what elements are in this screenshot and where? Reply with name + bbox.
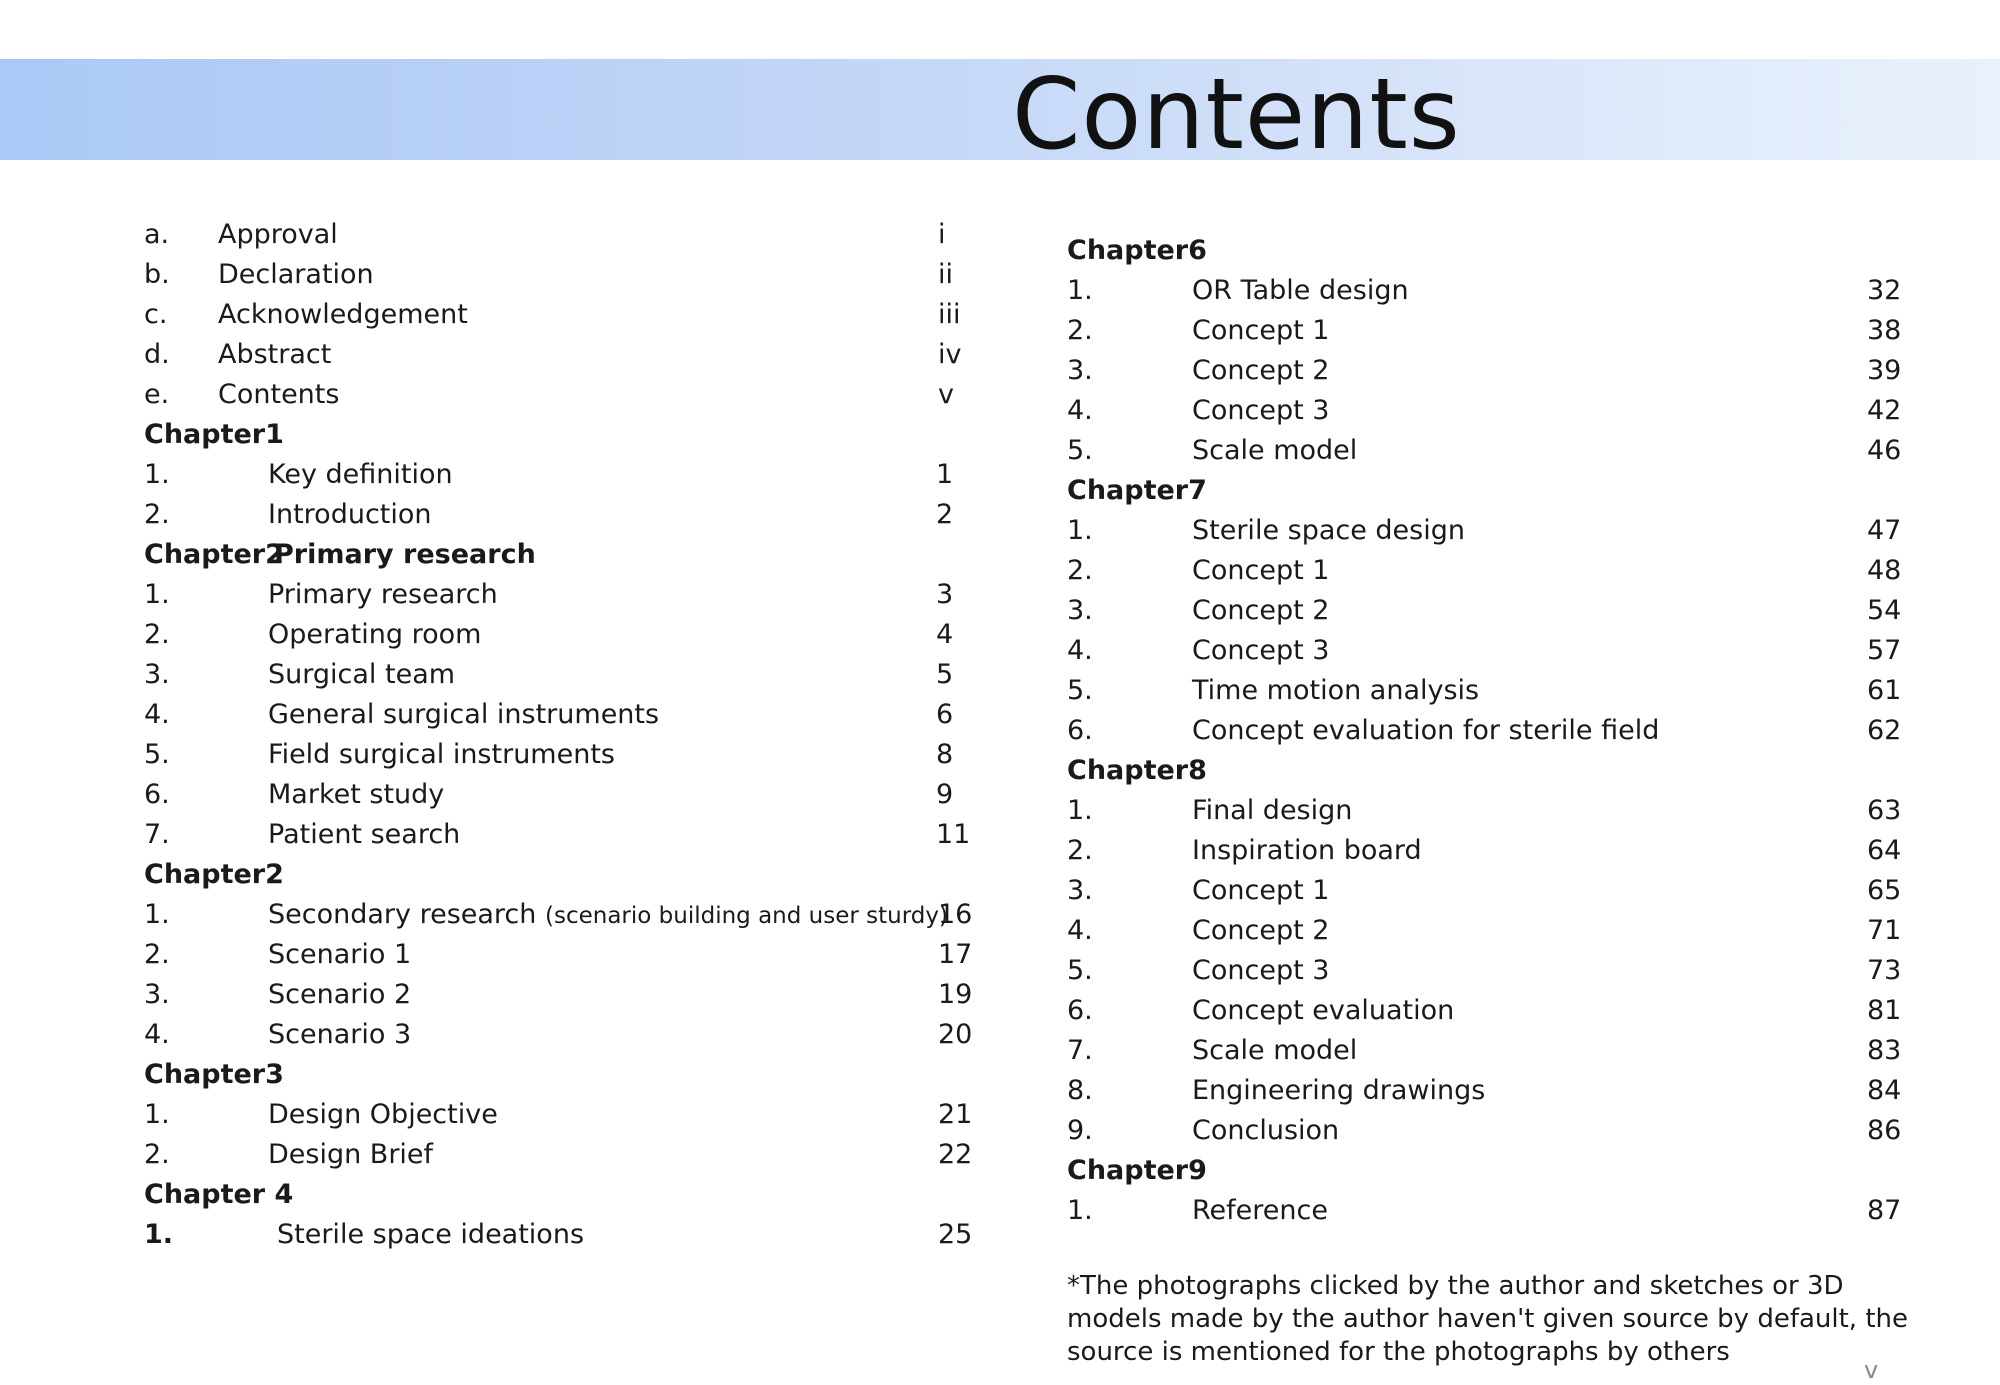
entry-number: 1. <box>1067 795 1093 826</box>
toc-entry <box>1067 591 1907 631</box>
entry-page: 6 <box>936 699 954 730</box>
entry-number: 7. <box>144 819 170 850</box>
entry-number: 3. <box>1067 355 1093 386</box>
chapter-heading <box>144 415 984 455</box>
chapter-title: Chapter6 <box>1067 235 1207 266</box>
entry-title <box>268 895 948 936</box>
chapter-heading <box>1067 751 1907 791</box>
toc-entry <box>1067 311 1907 351</box>
chapter-title: Chapter9 <box>1067 1155 1207 1186</box>
entry-number: 4. <box>144 1019 170 1050</box>
entry-page: 46 <box>1867 435 1902 466</box>
chapter-title: Chapter2 <box>144 859 284 890</box>
entry-page: 20 <box>938 1019 973 1050</box>
entry-number: 1. <box>144 1219 174 1250</box>
toc-entry <box>144 375 984 415</box>
entry-title: Engineering drawings <box>1192 1075 1486 1106</box>
entry-number: 3. <box>1067 875 1093 906</box>
toc-entry <box>144 295 984 335</box>
entry-page: iii <box>938 299 961 330</box>
entry-title: Concept 3 <box>1192 395 1330 426</box>
entry-page: i <box>938 219 946 250</box>
entry-number: 6. <box>144 779 170 810</box>
entry-number: a. <box>144 219 170 250</box>
toc-entry <box>144 975 984 1015</box>
entry-number: 2. <box>144 499 170 530</box>
chapter-title: Chapter3 <box>144 1059 284 1090</box>
toc-entry <box>144 615 984 655</box>
entry-page: 42 <box>1867 395 1902 426</box>
entry-title: Acknowledgement <box>218 299 468 330</box>
toc-entry <box>144 815 984 855</box>
entry-title: Scenario 3 <box>268 1019 412 1050</box>
entry-page: 8 <box>936 739 954 770</box>
entry-title: Surgical team <box>268 659 456 690</box>
entry-page: 86 <box>1867 1115 1902 1146</box>
toc-entry <box>1067 791 1907 831</box>
entry-title: Abstract <box>218 339 332 370</box>
entry-page: 62 <box>1867 715 1902 746</box>
toc-entry <box>1067 911 1907 951</box>
footnote: *The photographs clicked by the author and sketches or 3D models made by the author haven't given source by default, the source is mentioned for the photographs by others <box>1067 1271 1909 1367</box>
entry-title: Market study <box>268 779 445 810</box>
entry-title: Operating room <box>268 619 482 650</box>
entry-page: 5 <box>936 659 954 690</box>
entry-title: Conclusion <box>1192 1115 1340 1146</box>
toc-left-column <box>144 215 984 1255</box>
entry-title: Contents <box>218 379 340 410</box>
entry-number: 4. <box>144 699 170 730</box>
entry-number: 1. <box>144 1099 170 1130</box>
entry-page: 65 <box>1867 875 1902 906</box>
chapter-heading <box>144 1055 984 1095</box>
header-banner <box>0 59 2000 160</box>
entry-page: 22 <box>938 1139 973 1170</box>
entry-title: Approval <box>218 219 338 250</box>
entry-page: 17 <box>938 939 973 970</box>
toc-entry <box>144 1095 984 1135</box>
toc-entry <box>1067 1071 1907 1111</box>
entry-title: Concept 1 <box>1192 555 1330 586</box>
entry-number: 1. <box>144 579 170 610</box>
toc-entry <box>1067 511 1907 551</box>
entry-title: Concept 1 <box>1192 875 1330 906</box>
entry-number: 1. <box>1067 1195 1093 1226</box>
entry-number: 1. <box>1067 515 1093 546</box>
toc-entry <box>144 935 984 975</box>
chapter-heading <box>144 1175 984 1215</box>
toc-entry <box>1067 711 1907 751</box>
entry-number: 5. <box>1067 435 1093 466</box>
entry-title: Scenario 2 <box>268 979 412 1010</box>
entry-title: Inspiration board <box>1192 835 1422 866</box>
toc-entry <box>1067 1111 1907 1151</box>
entry-title: Declaration <box>218 259 374 290</box>
toc-entry <box>144 455 984 495</box>
toc-entry <box>144 215 984 255</box>
toc-entry <box>144 655 984 695</box>
entry-number: 6. <box>1067 715 1093 746</box>
entry-page: 32 <box>1867 275 1902 306</box>
entry-title: Key definition <box>268 459 453 490</box>
entry-number: b. <box>144 259 170 290</box>
toc-entry <box>1067 951 1907 991</box>
chapter-heading <box>1067 471 1907 511</box>
entry-number: 2. <box>144 619 170 650</box>
entry-page: 21 <box>938 1099 973 1130</box>
entry-page: ii <box>938 259 954 290</box>
toc-entry <box>1067 991 1907 1031</box>
toc-entry <box>1067 391 1907 431</box>
entry-page: 84 <box>1867 1075 1902 1106</box>
toc-entry <box>1067 671 1907 711</box>
chapter-title: Chapter 4 <box>144 1179 294 1210</box>
toc-entry <box>1067 871 1907 911</box>
entry-title: Concept 2 <box>1192 355 1330 386</box>
entry-number: 8. <box>1067 1075 1093 1106</box>
entry-title: Primary research <box>268 579 498 610</box>
entry-number: 1. <box>144 459 170 490</box>
toc-entry <box>144 1215 984 1255</box>
entry-title: Design Objective <box>268 1099 498 1130</box>
entry-page: 64 <box>1867 835 1902 866</box>
entry-page: 71 <box>1867 915 1902 946</box>
entry-number: 4. <box>1067 635 1093 666</box>
chapter-subtitle: Primary research <box>274 539 536 570</box>
entry-title: Concept 2 <box>1192 915 1330 946</box>
chapter-title: Chapter2 <box>144 539 284 570</box>
entry-page: 38 <box>1867 315 1902 346</box>
entry-number: 7. <box>1067 1035 1093 1066</box>
chapter-title: Chapter8 <box>1067 755 1207 786</box>
entry-title: Design Brief <box>268 1139 434 1170</box>
chapter-heading <box>1067 231 1907 271</box>
entry-page: 61 <box>1867 675 1902 706</box>
toc-entry <box>1067 1031 1907 1071</box>
toc-entry <box>144 695 984 735</box>
entry-number: 3. <box>144 659 170 690</box>
entry-title: Concept 2 <box>1192 595 1330 626</box>
entry-page: 1 <box>936 459 954 490</box>
entry-number: 2. <box>144 939 170 970</box>
entry-page: 57 <box>1867 635 1902 666</box>
entry-page: 73 <box>1867 955 1902 986</box>
entry-number: 3. <box>144 979 170 1010</box>
toc-entry <box>1067 1191 1907 1231</box>
page-number: v <box>1864 1356 1879 1384</box>
entry-number: 2. <box>144 1139 170 1170</box>
entry-title: Time motion analysis <box>1192 675 1480 706</box>
entry-number: e. <box>144 379 170 410</box>
entry-title: Concept 3 <box>1192 635 1330 666</box>
entry-page: iv <box>938 339 962 370</box>
entry-title: Final design <box>1192 795 1353 826</box>
entry-page: 48 <box>1867 555 1902 586</box>
toc-entry <box>144 895 984 935</box>
entry-number: 5. <box>144 739 170 770</box>
entry-number: 9. <box>1067 1115 1093 1146</box>
entry-page: 9 <box>936 779 954 810</box>
chapter-title: Chapter7 <box>1067 475 1207 506</box>
entry-number: 1. <box>144 899 170 930</box>
toc-entry <box>1067 551 1907 591</box>
entry-page: 3 <box>936 579 954 610</box>
entry-number: 2. <box>1067 835 1093 866</box>
toc-entry <box>144 775 984 815</box>
entry-title-main: Secondary research <box>268 899 537 930</box>
toc-entry <box>1067 831 1907 871</box>
entry-title: Concept 3 <box>1192 955 1330 986</box>
chapter-heading <box>1067 1151 1907 1191</box>
entry-title: Sterile space ideations <box>277 1219 585 1250</box>
toc-entry <box>144 495 984 535</box>
entry-page: 63 <box>1867 795 1902 826</box>
entry-number: 4. <box>1067 915 1093 946</box>
entry-page: v <box>938 379 954 410</box>
entry-page: 11 <box>936 819 971 850</box>
page-title: Contents <box>1012 58 1461 172</box>
entry-page: 47 <box>1867 515 1902 546</box>
toc-entry <box>1067 631 1907 671</box>
chapter-title: Chapter1 <box>144 419 284 450</box>
entry-title-note: (scenario building and user sturdy) <box>544 903 948 929</box>
entry-number: 2. <box>1067 315 1093 346</box>
toc-entry <box>144 575 984 615</box>
entry-page: 87 <box>1867 1195 1902 1226</box>
toc-entry <box>144 1135 984 1175</box>
entry-page: 83 <box>1867 1035 1902 1066</box>
entry-title: Concept 1 <box>1192 315 1330 346</box>
entry-title: Patient search <box>268 819 461 850</box>
chapter-heading <box>144 855 984 895</box>
entry-title: General surgical instruments <box>268 699 660 730</box>
entry-title: Reference <box>1192 1195 1328 1226</box>
entry-title: OR Table design <box>1192 275 1409 306</box>
entry-number: 4. <box>1067 395 1093 426</box>
toc-entry <box>1067 271 1907 311</box>
toc-entry <box>144 1015 984 1055</box>
entry-number: 1. <box>1067 275 1093 306</box>
entry-page: 39 <box>1867 355 1902 386</box>
chapter-heading <box>144 535 984 575</box>
entry-page: 4 <box>936 619 954 650</box>
entry-page: 54 <box>1867 595 1902 626</box>
entry-number: c. <box>144 299 168 330</box>
entry-page: 2 <box>936 499 954 530</box>
entry-page: 25 <box>938 1219 973 1250</box>
entry-number: 2. <box>1067 555 1093 586</box>
toc-entry <box>144 735 984 775</box>
entry-title: Scale model <box>1192 1035 1358 1066</box>
entry-number: 6. <box>1067 995 1093 1026</box>
toc-entry <box>144 335 984 375</box>
entry-title: Field surgical instruments <box>268 739 615 770</box>
toc-entry <box>1067 431 1907 471</box>
entry-title: Concept evaluation for sterile field <box>1192 715 1660 746</box>
entry-number: d. <box>144 339 170 370</box>
entry-page: 19 <box>938 979 973 1010</box>
entry-page: 81 <box>1867 995 1902 1026</box>
entry-title: Sterile space design <box>1192 515 1465 546</box>
entry-number: 5. <box>1067 675 1093 706</box>
toc-entry <box>1067 351 1907 391</box>
entry-title: Concept evaluation <box>1192 995 1455 1026</box>
toc-right-column <box>1067 231 1907 1231</box>
entry-title: Introduction <box>268 499 432 530</box>
entry-number: 3. <box>1067 595 1093 626</box>
entry-page: 16 <box>938 899 973 930</box>
entry-title: Scenario 1 <box>268 939 412 970</box>
entry-title: Scale model <box>1192 435 1358 466</box>
entry-number: 5. <box>1067 955 1093 986</box>
toc-entry <box>144 255 984 295</box>
